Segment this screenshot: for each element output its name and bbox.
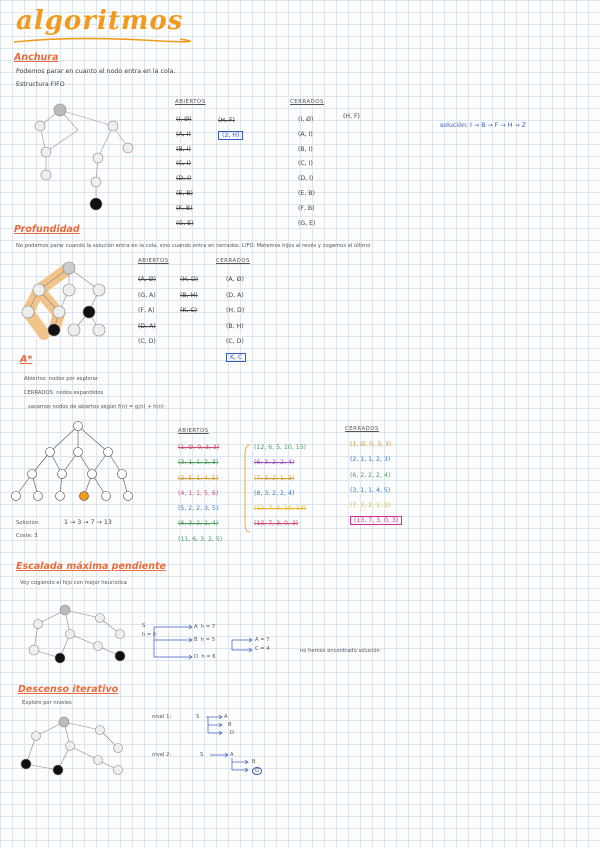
list-item: (I, Ø) — [298, 116, 314, 123]
list-item: (C, D) — [226, 338, 244, 345]
anchura-cerrados-label: CERRADOS — [290, 99, 324, 105]
list-item: (12, 6, 5, 10, 15) — [254, 444, 307, 451]
list-item: (F, B) — [176, 204, 193, 212]
list-item: (K, C) — [180, 307, 198, 314]
list-item: (A, Ø) — [138, 276, 156, 283]
astar-line3: sacamos nodos de abiertos según f(n) = g(n) + h(n) — [28, 404, 164, 410]
list-item: (D, I) — [298, 175, 314, 183]
list-item: (B, I) — [298, 145, 313, 153]
list-item: (I, Ø) — [176, 116, 192, 123]
astar-abiertos-label: ABIERTOS — [178, 428, 209, 434]
list-item: (A, Ø) — [226, 276, 244, 283]
astar-bracket — [244, 444, 252, 534]
profundidad-abiertos-label: ABIERTOS — [138, 258, 169, 264]
astar-cerrados-label: CERRADOS — [345, 426, 379, 432]
descenso-n2-s: S — [200, 752, 204, 758]
escalada-sub1: A = 7 — [255, 637, 270, 643]
list-item: (1, Ø, 0, 3, 3) — [350, 441, 392, 448]
list-item: (H, F) — [343, 113, 360, 120]
list-item: (2, 1, 1, 2, 3) — [350, 456, 391, 464]
list-item: (13, 7, 3, 0, 3) — [254, 520, 299, 528]
anchura-abiertos-col1 — [176, 113, 193, 231]
page-title: algoritmos — [16, 6, 184, 36]
anchura-abiertos-col2 — [218, 113, 243, 143]
descenso-n1-b: B — [228, 722, 232, 728]
profundidad-abiertos-col1 — [138, 272, 156, 350]
anchura-line1: Podemos parar en cuanto el nodo entra en la cola. — [16, 68, 176, 75]
escalada-branch-d: D h = 6 — [194, 654, 216, 660]
list-item: (A, I) — [176, 130, 191, 138]
list-item-final: (13, 7, 3, 0, 3) — [350, 516, 402, 525]
escalada-note: no hemos encontrado solución — [300, 648, 380, 654]
list-item: (D, I) — [176, 175, 192, 183]
descenso-line1: Exploro por niveles — [22, 700, 72, 706]
anchura-cerrados-col2 — [343, 113, 360, 120]
astar-solucion: 1 → 3 → 7 → 13 — [64, 519, 112, 526]
descenso-graph — [14, 714, 134, 784]
list-item: (B, H) — [226, 322, 244, 330]
descenso-n2-g: G — [252, 767, 262, 775]
list-item: (3, 1, 1, 4, 5) — [350, 486, 391, 494]
escalada-line1: Voy cogiendo el hijo con mejor heurística — [20, 580, 127, 586]
list-item: (A, I) — [298, 130, 313, 138]
list-item: (G, E) — [298, 219, 316, 227]
list-item: (F, A) — [138, 307, 155, 314]
list-item: (E, B) — [176, 189, 193, 197]
list-item: (E, B) — [298, 189, 315, 197]
astar-heading: A* — [20, 354, 33, 365]
title-underline — [12, 36, 182, 48]
anchura-abiertos-label: ABIERTOS — [175, 99, 206, 105]
descenso-n2-a: A — [230, 752, 234, 758]
list-item: (C, I) — [298, 160, 313, 168]
list-item: (H, D) — [180, 276, 199, 283]
escalada-branch-a: A h = 7 — [194, 624, 216, 630]
list-item: (H, D) — [226, 307, 245, 314]
list-item: (6, 3, 2, 2, 4) — [178, 520, 219, 528]
anchura-cerrados-col1 — [298, 113, 315, 231]
descenso-n1-a: A — [224, 714, 228, 720]
profundidad-abiertos-col2 — [180, 272, 198, 319]
list-item: (F, B) — [298, 204, 315, 212]
profundidad-line1: No podemos parar cuando la solución entra en la cola, sino cuando entra en cerrados. LIFO. Metemos hijos al revés y cogemos el último — [16, 243, 371, 249]
list-item: (D, A) — [138, 322, 156, 330]
anchura-line2: Estructura FIFO — [16, 81, 65, 88]
list-item: (7, 3, 2, 1, 3) — [254, 474, 295, 482]
astar-tree — [10, 418, 150, 503]
list-item: (6, 3, 2, 2, 4) — [254, 459, 295, 467]
escalada-heading: Escalada máxima pendiente — [16, 561, 166, 572]
astar-solucion-label: Solución: — [16, 520, 40, 526]
astar-abiertos-col2 — [254, 440, 306, 532]
list-item: (6, 2, 2, 2, 4) — [350, 471, 391, 479]
anchura-heading: Anchura — [14, 52, 59, 63]
list-item: (H, F) — [218, 117, 235, 124]
profundidad-cerrados — [226, 272, 246, 365]
descenso-n1-d: D — [230, 730, 234, 736]
list-item: (7, 3, 2, 1, 3) — [350, 502, 391, 510]
astar-cerrados — [350, 437, 402, 529]
anchura-tree — [28, 100, 148, 210]
descenso-nivel2: nivel 2: — [152, 752, 172, 758]
descenso-n2-b: B — [252, 759, 256, 765]
profundidad-heading: Profundidad — [14, 224, 80, 235]
list-item-final: K, C — [226, 353, 246, 362]
list-item: (B, H) — [180, 291, 198, 299]
list-item: (C, I) — [176, 160, 191, 168]
astar-abiertos-col1 — [178, 440, 222, 547]
list-item: (B, I) — [176, 145, 191, 153]
escalada-h: h = 6 — [142, 632, 157, 638]
list-item: (D, A) — [226, 291, 244, 299]
escalada-s: S — [142, 623, 146, 629]
list-item: (4, 1, 1, 5, 6) — [178, 489, 219, 497]
list-item: (11, 6, 3, 2, 5) — [178, 535, 223, 543]
list-item: (5, 2, 2, 3, 5) — [178, 505, 219, 513]
list-item: (G, A) — [138, 291, 156, 299]
list-item: (8, 3, 2, 2, 4) — [254, 489, 295, 497]
descenso-nivel1: nivel 1: — [152, 714, 172, 720]
list-item: (3, 5, 1, 4, 5) — [178, 474, 219, 482]
list-item: (3, 1, 1, 2, 3) — [178, 459, 219, 467]
list-item: (12, 7, 3, 10, 13) — [254, 505, 307, 513]
list-item: (C, D) — [138, 338, 156, 345]
anchura-solucion: solución: I → B → F → H → Z — [440, 122, 527, 129]
astar-line1: Abiertos: nodos por explorar — [24, 376, 98, 382]
escalada-branch-b: B h = 5 — [194, 637, 216, 643]
list-item: (G, E) — [176, 219, 194, 227]
descenso-n1-s: S — [196, 714, 200, 720]
profundidad-tree — [14, 262, 134, 352]
escalada-sub2: C = 4 — [255, 646, 270, 652]
astar-coste: Coste: 3 — [16, 533, 38, 539]
list-item: (1, Ø, 0, 3, 3) — [178, 444, 220, 451]
profundidad-cerrados-label: CERRADOS — [216, 258, 250, 264]
descenso-heading: Descenso iterativo — [18, 684, 119, 695]
descenso-n2-arrows — [208, 752, 242, 778]
astar-line2: CERRADOS: nodos expandidos — [24, 390, 104, 396]
escalada-graph — [20, 600, 140, 670]
list-item-final: (2, H) — [218, 131, 243, 140]
